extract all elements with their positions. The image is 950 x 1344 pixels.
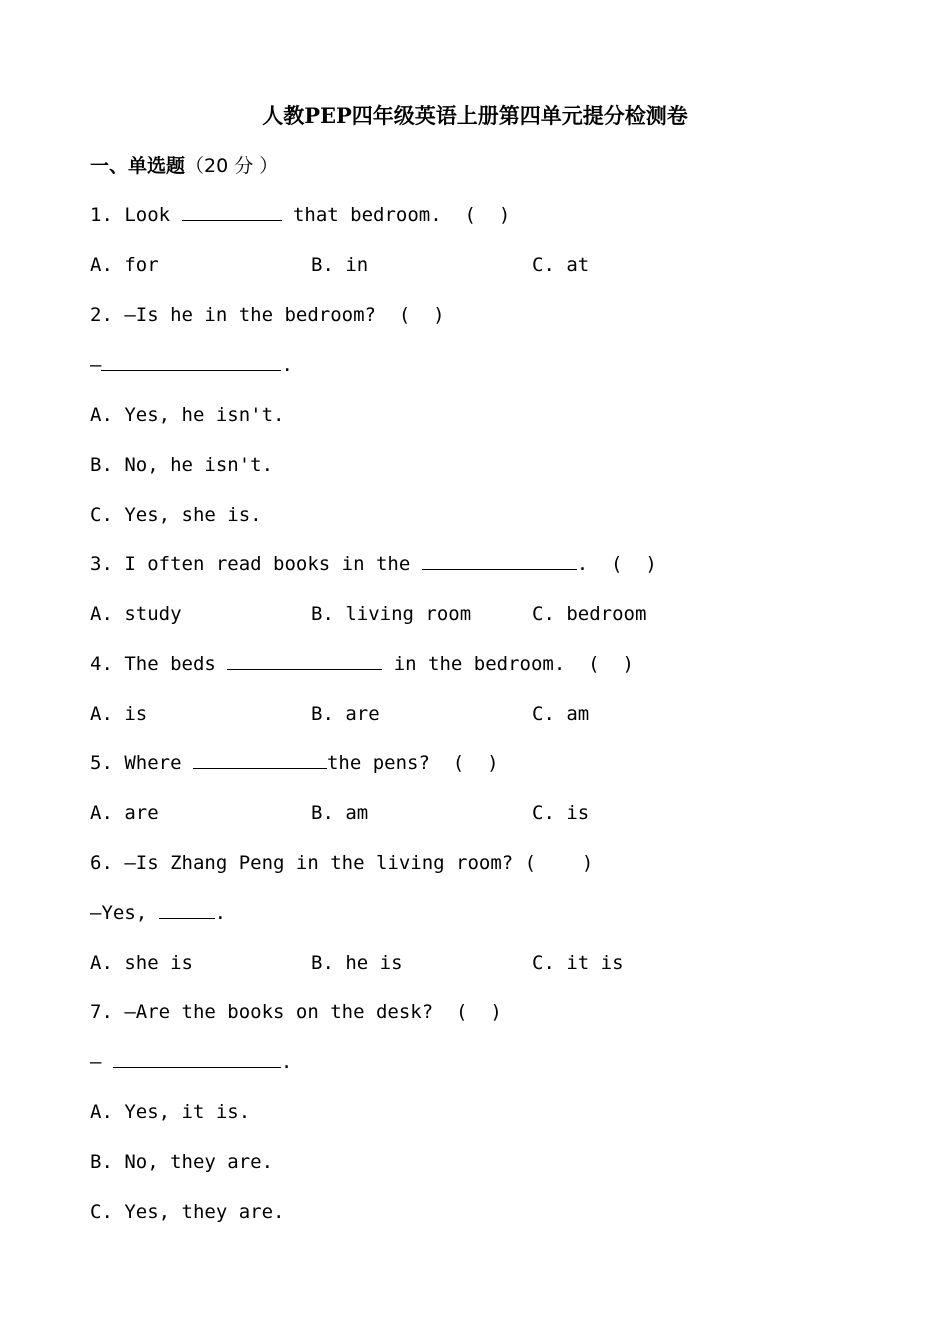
question-6-option-b[interactable]: B. he is [311, 952, 403, 974]
section-title: 一、单选题 [90, 155, 186, 177]
question-2-option-c[interactable]: C. Yes, she is. [90, 504, 262, 526]
question-4-option-c[interactable]: C. am [532, 703, 590, 725]
question-2-answer-line: — . [90, 349, 293, 381]
question-2-option-a[interactable]: A. Yes, he isn't. [90, 404, 285, 426]
question-1-option-a[interactable]: A. for [90, 254, 159, 276]
question-7-option-b[interactable]: B. No, they are. [90, 1151, 274, 1173]
question-7-option-a[interactable]: A. Yes, it is. [90, 1101, 251, 1123]
question-6-answer-line: —Yes, . [90, 897, 226, 929]
page-title: 人教PEP四年级英语上册第四单元提分检测卷 [262, 103, 688, 128]
question-7-answer-line: — . [90, 1046, 292, 1078]
question-4-option-a[interactable]: A. is [90, 703, 148, 725]
answer-blank[interactable] [113, 1047, 281, 1068]
question-3-option-b[interactable]: B. living room [311, 603, 472, 625]
question-3-option-a[interactable]: A. study [90, 603, 182, 625]
question-5-option-b[interactable]: B. am [311, 802, 369, 824]
question-1-stem: 1. Look that bedroom. ( ) [90, 199, 510, 231]
answer-blank[interactable] [422, 549, 577, 570]
question-5-option-a[interactable]: A. are [90, 802, 159, 824]
question-6-option-a[interactable]: A. she is [90, 952, 193, 974]
question-2-option-b[interactable]: B. No, he isn't. [90, 454, 274, 476]
question-6-option-c[interactable]: C. it is [532, 952, 624, 974]
question-1-option-b[interactable]: B. in [311, 254, 369, 276]
question-5-stem: 5. Where the pens? ( ) [90, 747, 499, 779]
answer-blank[interactable] [101, 350, 281, 371]
question-3-stem: 3. I often read books in the . ( ) [90, 548, 657, 580]
section-heading [90, 148, 278, 184]
section-score: （20 分 ） [185, 155, 279, 177]
question-1-option-c[interactable]: C. at [532, 254, 590, 276]
question-4-option-b[interactable]: B. are [311, 703, 380, 725]
answer-blank[interactable] [193, 748, 327, 769]
question-7-option-c[interactable]: C. Yes, they are. [90, 1201, 285, 1223]
answer-blank[interactable] [159, 898, 215, 919]
answer-blank[interactable] [227, 649, 382, 670]
question-3-option-c[interactable]: C. bedroom [532, 603, 647, 625]
question-2-stem: 2. —Is he in the bedroom? ( ) [90, 304, 445, 326]
question-5-option-c[interactable]: C. is [532, 802, 590, 824]
question-6-stem: 6. —Is Zhang Peng in the living room? ( ) [90, 852, 594, 874]
answer-blank[interactable] [182, 200, 282, 221]
question-4-stem: 4. The beds in the bedroom. ( ) [90, 648, 634, 680]
question-7-stem: 7. —Are the books on the desk? ( ) [90, 1001, 502, 1023]
